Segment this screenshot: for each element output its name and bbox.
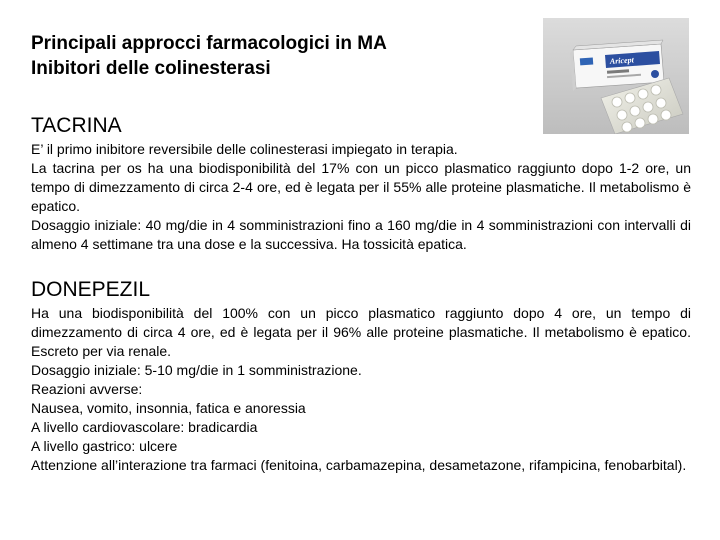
donepezil-paragraph: Dosaggio iniziale: 5-10 mg/die in 1 somministrazione.	[31, 362, 362, 378]
donepezil-paragraph: Ha una biodisponibilità del 100% con un picco plasmatico raggiunto dopo 4 ore, un tempo di dimezzamento di circa 4 ore, ed è legata per il 96% alle proteine plasmatiche. Il metabolismo è epatico. Escreto per via renale.	[31, 305, 691, 359]
title-line-2: Inibitori delle colinesterasi	[31, 58, 271, 79]
donepezil-paragraph: Attenzione all’interazione tra farmaci (fenitoina, carbamazepina, desametazone, rifampicina, fenobarbital).	[31, 457, 687, 473]
aricept-package-photo	[543, 18, 689, 134]
aricept-brand-label: Aricept	[609, 55, 635, 66]
donepezil-paragraph: A livello gastrico: ulcere	[31, 438, 178, 454]
tacrina-heading: TACRINA	[31, 114, 122, 137]
donepezil-body	[31, 304, 691, 475]
donepezil-heading: DONEPEZIL	[31, 278, 151, 301]
tacrina-paragraph: La tacrina per os ha una biodisponibilità del 17% con un picco plasmatico raggiunto dopo 1-2 ore, un tempo di dimezzamento di circa 2-4 ore, ed è legata per il 55% alle proteine plasmatiche. Il metabolismo è epatico.	[31, 160, 691, 214]
tacrina-paragraph: Dosaggio iniziale: 40 mg/die in 4 somministrazioni fino a 160 mg/die in 4 somministrazioni con intervalli di almeno 4 settimane tra una dose e la successiva. Ha tossicità epatica.	[31, 217, 691, 252]
package-illustration	[543, 18, 689, 134]
donepezil-paragraph: A livello cardiovascolare: bradicardia	[31, 419, 258, 435]
title-line-1: Principali approcci farmacologici in MA	[31, 33, 387, 54]
slide-title	[31, 31, 387, 81]
donepezil-paragraph: Nausea, vomito, insonnia, fatica e anoressia	[31, 400, 306, 416]
donepezil-paragraph: Reazioni avverse:	[31, 381, 143, 397]
tacrina-body	[31, 140, 691, 254]
tacrina-paragraph: E’ il primo inibitore reversibile delle colinesterasi impiegato in terapia.	[31, 141, 458, 157]
